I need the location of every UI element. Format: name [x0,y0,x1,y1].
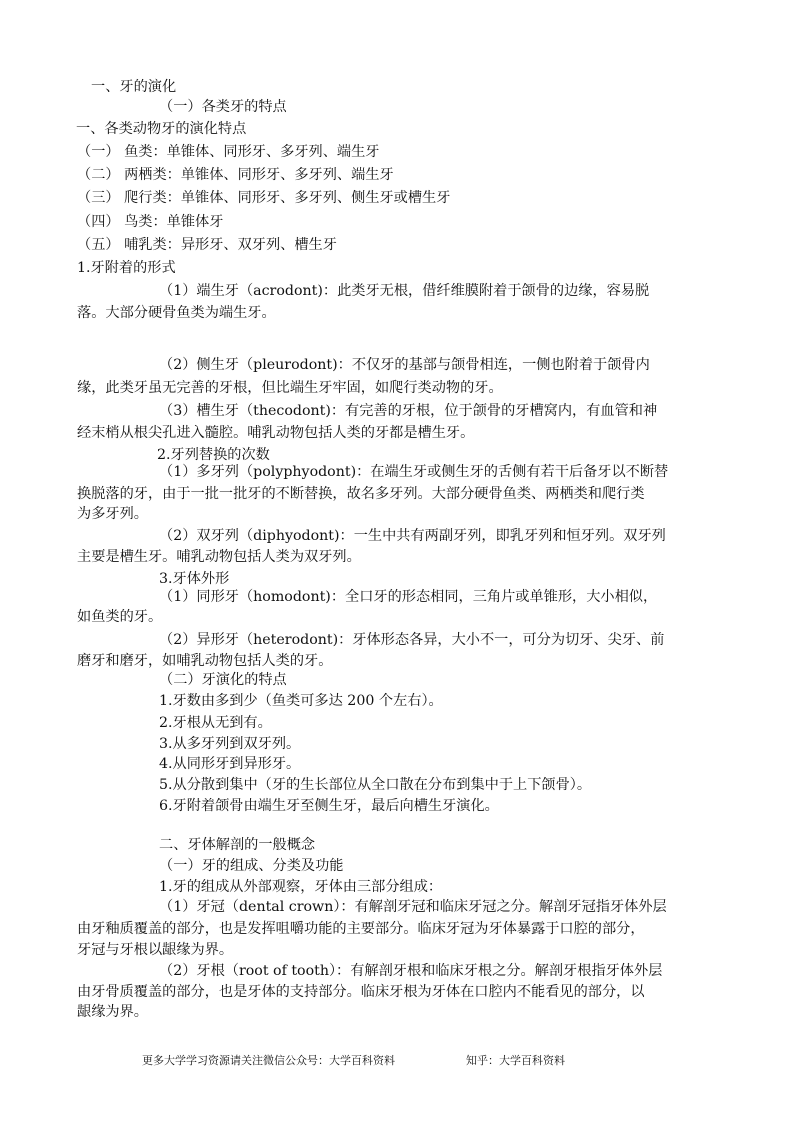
text-line: （1）牙冠（dental crown）：有解剖牙冠和临床牙冠之分。解剖牙冠指牙体外层 [159,899,667,915]
list-item: 2.牙根从无到有。 [159,715,272,731]
text-line: （三） 爬行类：单锥体、同形牙、多牙列、侧生牙或槽生牙 [77,190,451,206]
heading-tooth-anatomy: 二、牙体解剖的一般概念 [159,837,316,853]
text-line: 由牙骨质覆盖的部分，也是牙体的支持部分。临床牙根为牙体在口腔内不能看见的部分，以 [77,984,645,1000]
text-line: 如鱼类的牙。 [77,609,163,625]
text-line: （一） 鱼类：单锥体、同形牙、多牙列、端生牙 [77,144,380,160]
text-line: （2）牙根（root of tooth）：有解剖牙根和临床牙根之分。解剖牙根指牙体外层 [159,963,663,979]
list-item: 1.牙数由多到少（鱼类可多达 200 个左右）。 [159,693,443,709]
section-heading: 3.牙体外形 [159,571,230,587]
subheading: （二）牙演化的特点 [159,672,287,688]
text-line: （2）双牙列（diphyodont)：一生中共有两副牙列，即乳牙列和恒牙列。双牙列 [159,528,666,544]
text-line: 缘，此类牙虽无完善的牙根，但比端生牙牢固，如爬行类动物的牙。 [77,380,503,396]
text-line: （1）同形牙（homodont)：全口牙的形态相同，三角片或单锥形，大小相似， [159,589,658,605]
heading-tooth-evolution: 一、牙的演化 [91,79,177,95]
text-line: （2）侧生牙（pleurodont)：不仅牙的基部与颌骨相连，一侧也附着于颌骨内 [159,357,650,373]
list-item: 6.牙附着颌骨由端生牙至侧生牙，最后向槽生牙演化。 [159,798,499,814]
text-line: （2）异形牙（heterodont)：牙体形态各异，大小不一，可分为切牙、尖牙、前 [159,632,665,648]
text-line: （四） 鸟类：单锥体牙 [77,214,224,230]
text-line: 为多牙列。 [77,506,148,522]
section-heading: 2.牙列替换的次数 [157,447,270,463]
list-item: 5.从分散到集中（牙的生长部位从全口散在分布到集中于上下颌骨）。 [159,777,592,793]
text-line: 换脱落的牙，由于一批一批牙的不断替换，故名多牙列。大部分硬骨鱼类、两栖类和爬行类 [77,486,645,502]
text-line: 牙冠与牙根以龈缘为界。 [77,942,234,958]
list-item: 3.从多牙列到双牙列。 [159,736,301,752]
text-line: 磨牙和磨牙，如哺乳动物包括人类的牙。 [77,653,333,669]
subheading: （一）牙的组成、分类及功能 [159,858,344,874]
text-line: 主要是槽生牙。哺乳动物包括人类为双牙列。 [77,549,361,565]
text-line: （五） 哺乳类：异形牙、双牙列、槽生牙 [77,237,337,253]
list-item: 4.从同形牙到异形牙。 [159,756,301,772]
section-heading: 1.牙附着的形式 [77,260,176,276]
section-heading: 1.牙的组成从外部观察，牙体由三部分组成： [159,879,443,895]
text-line: 龈缘为界。 [77,1004,148,1020]
text-line: 经末梢从根尖孔进入髓腔。哺乳动物包括人类的牙都是槽生牙。 [77,425,475,441]
footer-wechat: 更多大学学习资源请关注微信公众号：大学百科资料 [142,1054,395,1067]
heading-animal-evolution: 一、各类动物牙的演化特点 [76,121,247,137]
text-line: 落。大部分硬骨鱼类为端生牙。 [77,305,276,321]
text-line: 由牙釉质覆盖的部分，也是发挥咀嚼功能的主要部分。临床牙冠为牙体暴露于口腔的部分， [77,921,645,937]
subheading-tooth-types: （一）各类牙的特点 [159,99,287,115]
text-line: （3）槽生牙（thecodont)：有完善的牙根，位于颌骨的牙槽窝内，有血管和神 [159,403,658,419]
footer-zhihu: 知乎：大学百科资料 [466,1054,565,1067]
text-line: （1）多牙列（polyphyodont)：在端生牙或侧生牙的舌侧有若干后备牙以不断替 [159,464,669,480]
text-line: （二） 两栖类：单锥体、同形牙、多牙列、端生牙 [77,167,394,183]
text-line: （1）端生牙（acrodont)：此类牙无根，借纤维膜附着于颌骨的边缘，容易脱 [159,283,650,299]
